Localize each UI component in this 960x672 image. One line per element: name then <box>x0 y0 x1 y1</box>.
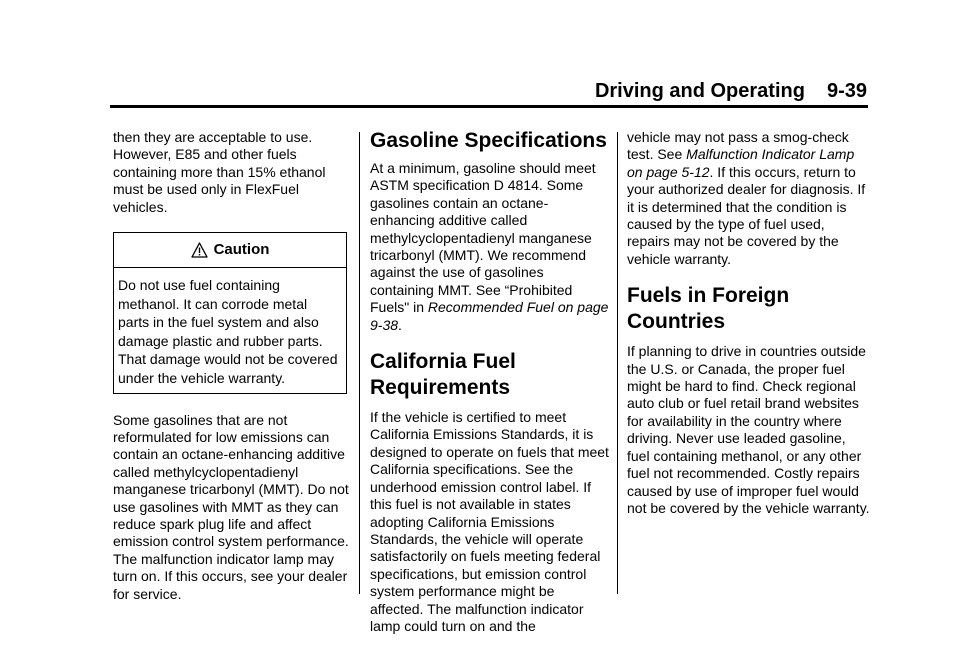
caution-label: Caution <box>213 241 270 259</box>
smog-check-paragraph <box>627 129 870 268</box>
page-number: 9-39 <box>826 80 867 102</box>
smog-check-text: vehicle may not pass a smog-check test. See <box>627 129 849 163</box>
column-divider <box>617 132 618 594</box>
column-1 <box>113 129 351 603</box>
section-title: Driving and Operating <box>594 80 805 102</box>
cross-reference-link[interactable]: Malfunction Indicator Lamp on page 5-12 <box>627 146 855 180</box>
heading-fuels-foreign-countries: Fuels in Foreign Countries <box>627 284 790 334</box>
column-divider <box>359 132 360 594</box>
body-paragraph: Some gasolines that are not reformulated for low emissions can contain an octane-enhancing additive called methylcyclopentadienyl manganese tricarbonyl (MMT). Do not use gasolines with MMT as they can reduce spark plug life and affect emission control system performance. The malfunction indicator lamp may turn on. If this occurs, see your dealer for service. <box>113 411 349 602</box>
foreign-fuels-paragraph: If planning to drive in countries outside the U.S. or Canada, the proper fuel might be hard to find. Check regional auto club or fuel retail brand websites for availability in the country where driving. Never use leaded gasoline, fuel containing methanol, or any other fuel not recommended. Costly repairs caused by use of improper fuel would not be covered by the vehicle warranty. <box>627 343 870 516</box>
gasoline-spec-paragraph <box>370 160 610 334</box>
caution-text: Do not use fuel containing methanol. It can corrode metal parts in the fuel system and also damage plastic and rubber parts. That damage would not be covered under the vehicle warranty. <box>118 277 338 386</box>
california-fuel-paragraph: If the vehicle is certified to meet California Emissions Standards, it is designed to operate on fuels that meet California specifications. See the underhood emission control label. If this fuel is not available in states adopting California Emissions Standards, the vehicle will operate satisfactorily on fuels meeting federal specifications, but emission control system performance might be affected. The malfunction indicator lamp could turn on and the <box>370 409 609 634</box>
heading-gasoline-specifications: Gasoline Specifications <box>370 129 607 152</box>
caution-box <box>113 232 347 394</box>
intro-paragraph: then they are acceptable to use. However, E85 and other fuels containing more than 15% ethanol must be used only in FlexFuel vehicles. <box>113 129 326 215</box>
header-rule <box>110 105 868 108</box>
gasoline-spec-end: . <box>398 316 402 333</box>
gasoline-spec-text: At a minimum, gasoline should meet ASTM specification D 4814. Some gasolines contain an octane-enhancing additive called methylcyclopentadienyl manganese tricarbonyl (MMT). We recommend against the use of gasolines containing MMT. See “Prohibited Fuels" in <box>370 160 596 316</box>
column-3 <box>627 129 870 517</box>
smog-check-end: . If this occurs, return to your authorized dealer for diagnosis. If it is determined that the condition is caused by the type of fuel used, repairs may not be covered by the vehicle warranty. <box>627 163 866 267</box>
warning-triangle-icon <box>191 242 208 258</box>
cross-reference-link[interactable]: Recommended Fuel on page 9-38 <box>370 299 609 333</box>
heading-california-fuel: California Fuel Requirements <box>370 350 516 400</box>
page-header <box>595 80 867 103</box>
caution-header <box>114 233 346 268</box>
column-2 <box>370 129 610 635</box>
